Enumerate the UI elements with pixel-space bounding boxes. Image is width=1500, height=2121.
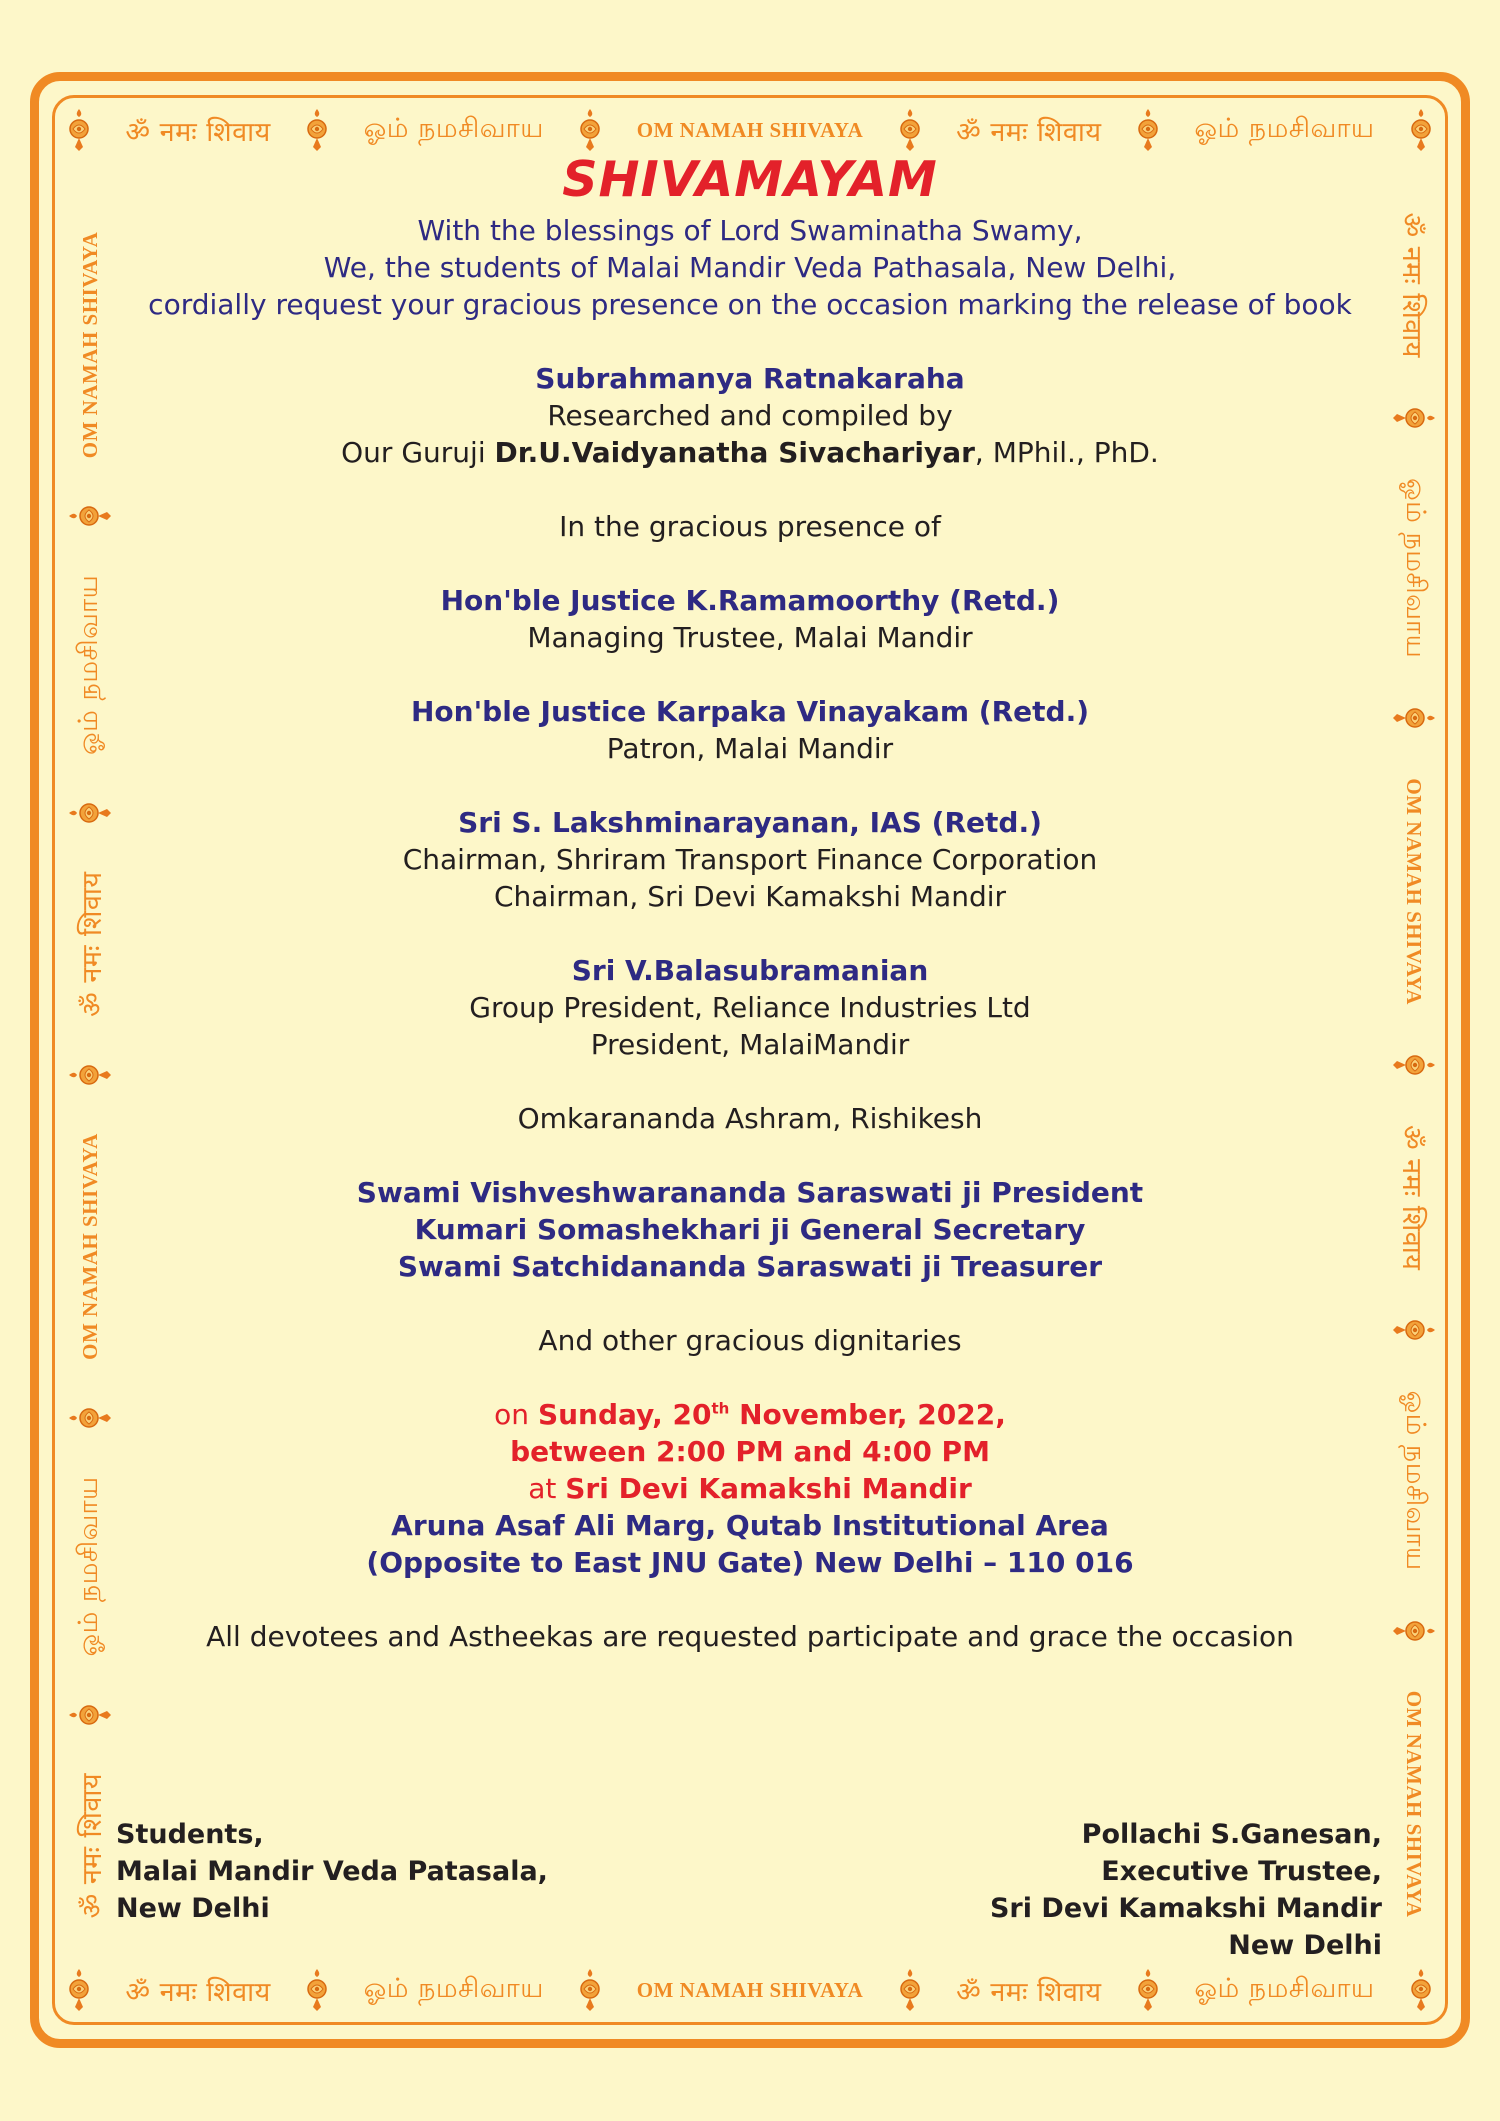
rudraksha-ornament-icon [1133, 107, 1163, 153]
mantra-english: OM NAMAH SHIVAYA [77, 231, 102, 459]
mantra-hindi: ॐ नमः शिवाय [76, 1772, 108, 1919]
ashram-member: Kumari Somashekhari ji General Secretary [414, 1213, 1086, 1246]
mantra-english: OM NAMAH SHIVAYA [1402, 778, 1427, 1005]
signature-line: New Delhi [1228, 1930, 1382, 1961]
signature-right [990, 1816, 1382, 1964]
author-name: Dr.U.Vaidyanatha Sivachariyar [494, 436, 975, 469]
compiled-by: Researched and compiled by [547, 399, 953, 432]
intro-line: With the blessings of Lord Swaminatha Swamy, [417, 214, 1083, 247]
event-on: on [494, 1398, 530, 1431]
signature-line: Students, [116, 1819, 264, 1850]
dignitary-name: Hon'ble Justice K.Ramamoorthy (Retd.) [440, 584, 1060, 617]
mantra-hindi: ॐ नमः शिवाय [125, 1976, 271, 2008]
rudraksha-ornament-icon [64, 107, 94, 153]
rudraksha-ornament-icon [1392, 703, 1436, 733]
rudraksha-ornament-icon [64, 1967, 94, 2013]
invitation-body [110, 150, 1390, 1655]
mantra-tamil: ஓம் நமசிவாய [72, 574, 104, 755]
rudraksha-ornament-icon [68, 798, 112, 828]
mantra-tamil: ஓம் நமசிவாய [1400, 477, 1432, 659]
dignitary-name: Hon'ble Justice Karpaka Vinayakam (Retd.) [410, 695, 1090, 728]
dignitary-role: Patron, Malai Mandir [606, 732, 894, 765]
rudraksha-ornament-icon [1392, 403, 1436, 433]
rudraksha-ornament-icon [1392, 1616, 1436, 1646]
border-band-top [64, 106, 1436, 154]
rudraksha-ornament-icon [895, 1967, 925, 2013]
mantra-hindi: ॐ नमः शिवाय [76, 871, 108, 1017]
rudraksha-ornament-icon [68, 1060, 112, 1090]
mantra-tamil: ஓம் நமசிவாய [1400, 1390, 1432, 1571]
page-title: SHIVAMAYAM [562, 151, 938, 208]
event-month-year: November, 2022, [729, 1398, 1006, 1431]
rudraksha-ornament-icon [1133, 1967, 1163, 2013]
mantra-english: OM NAMAH SHIVAYA [636, 1977, 864, 2002]
mantra-hindi: ॐ नमः शिवाय [1396, 1124, 1428, 1271]
mantra-tamil: ஓம் நமசிவாய [363, 112, 544, 144]
intro-line: cordially request your gracious presence on the occasion marking the release of book [148, 288, 1352, 321]
rudraksha-ornament-icon [575, 107, 605, 153]
signature-line: Sri Devi Kamakshi Mandir [989, 1893, 1382, 1924]
other-dignitaries: And other gracious dignitaries [538, 1324, 962, 1357]
dignitary-role: Chairman, Shriram Transport Finance Corporation [402, 843, 1098, 876]
border-band-right [1392, 190, 1436, 1940]
closing-note: All devotees and Astheekas are requested participate and grace the occasion [206, 1620, 1294, 1653]
rudraksha-ornament-icon [895, 107, 925, 153]
rudraksha-ornament-icon [302, 1967, 332, 2013]
ashram-member: Swami Satchidananda Saraswati ji Treasurer [397, 1250, 1103, 1283]
ashram-name: Omkarananda Ashram, Rishikesh [517, 1102, 983, 1135]
signature-line: Malai Mandir Veda Patasala, [116, 1856, 548, 1887]
event-address: Aruna Asaf Ali Marg, Qutab Institutional Area [391, 1509, 1109, 1542]
author-suffix: , MPhil., PhD. [974, 436, 1159, 469]
mantra-tamil: ஓம் நமசிவாய [1194, 112, 1375, 144]
rudraksha-ornament-icon [68, 1700, 112, 1730]
dignitary-name: Sri S. Lakshminarayanan, IAS (Retd.) [458, 806, 1042, 839]
mantra-hindi: ॐ नमः शिवाय [956, 1976, 1102, 2008]
rudraksha-ornament-icon [1406, 1967, 1436, 2013]
event-at: at [528, 1472, 557, 1505]
mantra-hindi: ॐ नमः शिवाय [956, 116, 1102, 148]
rudraksha-ornament-icon [68, 501, 112, 531]
event-address: (Opposite to East JNU Gate) New Delhi – 110 016 [366, 1546, 1134, 1579]
signature-line: Executive Trustee, [1101, 1856, 1382, 1887]
border-band-bottom [64, 1966, 1436, 2014]
intro-line: We, the students of Malai Mandir Veda Pathasala, New Delhi, [323, 251, 1177, 284]
dignitary-role: President, MalaiMandir [590, 1028, 910, 1061]
event-venue-line [110, 1470, 1390, 1507]
ashram-member: Swami Vishveshwarananda Saraswati ji President [356, 1176, 1144, 1209]
rudraksha-ornament-icon [302, 107, 332, 153]
dignitary-role: Group President, Reliance Industries Ltd [469, 991, 1031, 1024]
dignitary-role: Managing Trustee, Malai Mandir [527, 621, 973, 654]
rudraksha-ornament-icon [1406, 107, 1436, 153]
mantra-tamil: ஓம் நமசிவாய [1194, 1972, 1375, 2004]
mantra-tamil: ஓம் நமசிவாய [72, 1476, 104, 1657]
mantra-english: OM NAMAH SHIVAYA [636, 117, 864, 142]
border-band-left [68, 210, 112, 1940]
rudraksha-ornament-icon [1392, 1050, 1436, 1080]
signature-left [116, 1816, 548, 1927]
event-time: between 2:00 PM and 4:00 PM [510, 1435, 990, 1468]
event-day: Sunday, 20 [537, 1398, 712, 1431]
dignitary-name: Sri V.Balasubramanian [571, 954, 929, 987]
rudraksha-ornament-icon [1392, 1315, 1436, 1345]
rudraksha-ornament-icon [68, 1403, 112, 1433]
mantra-hindi: ॐ नमः शिवाय [1396, 212, 1428, 358]
author-prefix: Our Guruji [341, 436, 486, 469]
presence-heading: In the gracious presence of [559, 510, 941, 543]
mantra-hindi: ॐ नमः शिवाय [125, 116, 271, 148]
signature-line: New Delhi [116, 1893, 270, 1924]
mantra-english: OM NAMAH SHIVAYA [77, 1133, 102, 1360]
dignitary-role: Chairman, Sri Devi Kamakshi Mandir [493, 880, 1007, 913]
rudraksha-ornament-icon [575, 1967, 605, 2013]
mantra-english: OM NAMAH SHIVAYA [1402, 1690, 1427, 1918]
mantra-tamil: ஓம் நமசிவாய [363, 1972, 544, 2004]
signature-line: Pollachi S.Ganesan, [1081, 1819, 1382, 1850]
event-venue: Sri Devi Kamakshi Mandir [565, 1472, 972, 1505]
book-title: Subrahmanya Ratnakaraha [535, 362, 965, 395]
event-date [110, 1396, 1390, 1433]
author-line [110, 434, 1390, 471]
event-day-suffix: th [711, 1399, 730, 1418]
